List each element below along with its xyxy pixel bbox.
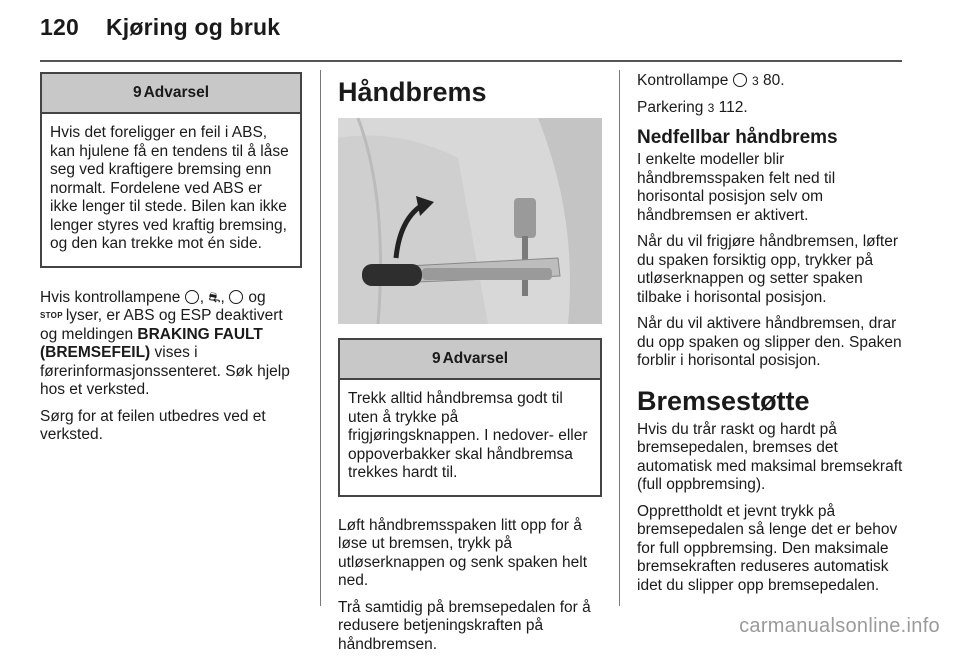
cross-reference-warning-light	[637, 72, 905, 91]
column-middle	[338, 72, 602, 662]
brake-warning-light-icon	[733, 73, 747, 87]
text-run: Hvis kontrollampene	[40, 288, 181, 306]
text-run: Parkering	[637, 98, 704, 116]
repair-paragraph: Sørg for at feilen utbedres ved et verksted.	[40, 407, 266, 443]
section-heading-handbrake: Håndbrems	[338, 77, 487, 107]
page-reference-arrow-icon: 3	[707, 100, 715, 115]
cross-reference-parking	[637, 99, 905, 118]
page-title: Kjøring og bruk	[106, 14, 281, 40]
foldable-paragraph-3: Når du vil aktivere håndbremsen, drar du opp spaken og slipper den. Spaken forblir i horisontal posisjon.	[637, 315, 902, 369]
header-divider	[40, 60, 902, 62]
page-header	[40, 14, 280, 41]
section-heading-brake-assist: Bremsestøtte	[637, 385, 810, 416]
release-paragraph: Løft håndbremsspaken litt opp for å løse ut bremsen, trykk på utløserknappen og senk spaken helt ned.	[338, 516, 588, 589]
warning-triangle-icon: 9	[132, 84, 142, 101]
warning-title: Advarsel	[143, 84, 210, 101]
text-run: lyser, er ABS og ESP deaktivert og meldingen	[40, 307, 283, 343]
column-divider-2	[619, 70, 620, 606]
page-reference-link[interactable]: 112.	[718, 98, 748, 116]
warning-text: Trekk alltid håndbremsa godt til uten å trykke på frigjøringsknappen. I nedover- eller oppoverbakker skal håndbremsa trekkes hardt til.	[348, 390, 588, 481]
column-left	[40, 72, 302, 453]
page-reference-link[interactable]: 80.	[762, 72, 785, 89]
watermark: carmanualsonline.info	[739, 615, 940, 637]
foldable-paragraph-2: Når du vil frigjøre håndbremsen, løfter du spaken forsiktig opp, trykker på utløserknappen og setter spaken tilbake i horisontal posisjon.	[637, 233, 899, 306]
warning-box-abs	[40, 72, 302, 268]
stop-light-icon: STOP	[40, 311, 63, 320]
warning-triangle-icon: 9	[431, 350, 441, 367]
brake-assist-paragraph-2: Opprettholdt et jevnt trykk på bremsepedalen så lenge det er behov for full oppbremsing. Den maksimale bremsekraften reduseres automatisk idet du slipper opp bremsepedalen.	[637, 502, 898, 594]
warning-header	[340, 340, 600, 380]
brake-warning-light-icon	[229, 290, 243, 304]
text-run: Kontrollampe	[637, 72, 729, 89]
brake-assist-paragraph-1: Hvis du trår raskt og hardt på bremsepedalen, bremses det automatisk med maksimal bremsekraft (full oppbremsing).	[637, 420, 903, 493]
warning-box-handbrake	[338, 338, 602, 497]
page-reference-arrow-icon: 3	[751, 74, 759, 88]
text-run: ,	[199, 288, 205, 306]
warning-header	[42, 74, 300, 114]
warning-title: Advarsel	[442, 350, 509, 367]
warning-text: Hvis det foreligger en feil i ABS, kan hjulene få en tendens til å låse seg ved kraftigere bremsing enn normalt. Fordelene ved ABS er ikke lenger til stede. Bilen kan ikke lenger styres ved kraftig bremsing, og den kan trekke mot én side.	[50, 124, 289, 252]
abs-warning-light-icon	[185, 290, 199, 304]
page-number: 120	[40, 14, 79, 40]
esp-off-icon: ⛐	[208, 288, 221, 305]
foldable-paragraph-1: I enkelte modeller blir håndbremsspaken felt ned til horisontal posisjon selv om håndbremsen er aktivert.	[637, 151, 836, 224]
column-divider-1	[320, 70, 321, 606]
column-right	[637, 72, 905, 603]
handbrake-lever-drawing	[338, 118, 602, 324]
handbrake-illustration	[338, 118, 602, 324]
text-run: ,	[220, 288, 225, 306]
text-run: vises i førerinformasjonssenteret. Søk hjelp hos et verksted.	[40, 344, 290, 398]
message-name: BRAKING FAULT (BREMSEFEIL)	[40, 325, 263, 361]
subsection-heading-foldable-handbrake: Nedfellbar håndbrems	[637, 127, 838, 148]
text-run: og	[248, 288, 266, 306]
abs-esp-paragraph	[40, 288, 302, 400]
pedal-paragraph: Trå samtidig på bremsepedalen for å redusere betjeningskraften på håndbremsen.	[338, 598, 591, 653]
